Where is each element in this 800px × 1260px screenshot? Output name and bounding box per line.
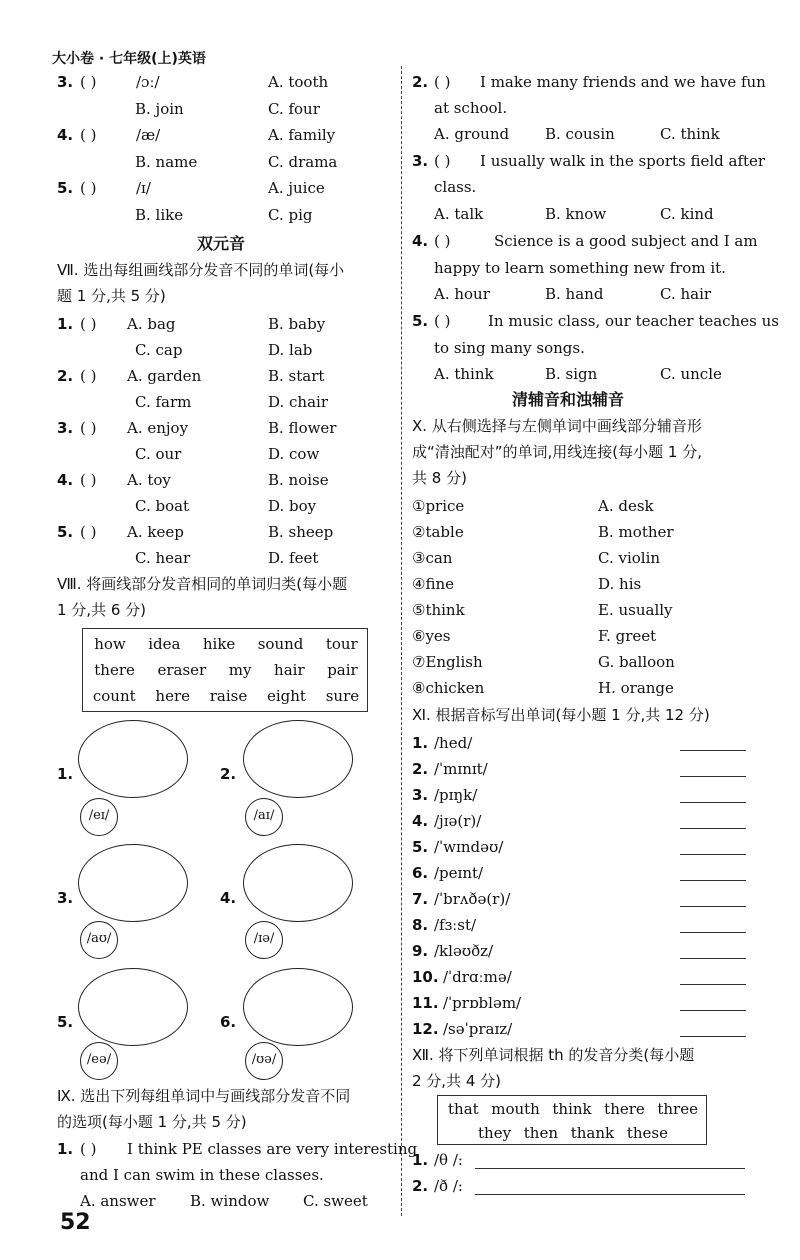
option-b: B. sign	[545, 365, 598, 383]
speech-bubble[interactable]	[243, 720, 353, 798]
phonetic: /ˈbrʌðə(r)/	[434, 890, 511, 908]
speech-bubble[interactable]	[78, 844, 188, 922]
answer-line[interactable]	[475, 1168, 745, 1169]
column-divider	[401, 66, 402, 1216]
match-right-item[interactable]: H. orange	[598, 679, 674, 697]
s10-title: Ⅹ. 从右侧选择与左侧单词中画线部分辅音形	[412, 417, 702, 435]
sentence-line2: happy to learn something new from it.	[434, 259, 726, 277]
q-num: 2.	[57, 367, 74, 385]
answer-blank: ( )	[80, 315, 97, 333]
answer-blank: ( )	[80, 179, 97, 197]
word: tour	[325, 635, 358, 653]
option-d: D. chair	[268, 393, 328, 411]
sentence-line2: at school.	[434, 99, 508, 117]
option-a: A. garden	[127, 367, 202, 385]
word: thank	[570, 1124, 615, 1142]
match-left-item[interactable]: ⑦English	[412, 653, 483, 671]
option-a: A. answer	[80, 1192, 156, 1210]
answer-line[interactable]	[680, 984, 746, 985]
option-a: A. hour	[434, 285, 490, 303]
bubble-num: 1.	[57, 765, 74, 783]
word: think	[552, 1100, 592, 1118]
phonetic: /səˈpraɪz/	[443, 1020, 513, 1038]
s8-title: Ⅷ. 将画线部分发音相同的单词归类(每小题	[57, 575, 348, 593]
option-b: B. start	[268, 367, 325, 385]
option-c: C. cap	[135, 341, 183, 359]
sentence-line2: class.	[434, 178, 477, 196]
phonetic: /kləʊðz/	[434, 942, 494, 960]
option-a: A. bag	[127, 315, 176, 333]
phonetic-circle: /aɪ/	[245, 798, 283, 836]
match-left-item[interactable]: ①price	[412, 497, 465, 515]
q-num: 4.	[57, 126, 74, 144]
bubble-num: 5.	[57, 1013, 74, 1031]
q-num: 1.	[412, 1151, 429, 1169]
q-num: 1.	[57, 315, 74, 333]
option-c: C. sweet	[303, 1192, 368, 1210]
bubble-num: 2.	[220, 765, 237, 783]
option-b: B. sheep	[268, 523, 334, 541]
word-row	[448, 1100, 698, 1118]
option-d: D. boy	[268, 497, 317, 515]
phonetic: /ˈprɒbləm/	[443, 994, 522, 1012]
answer-line[interactable]	[680, 1036, 746, 1037]
bubble-num: 6.	[220, 1013, 237, 1031]
phonetic-circle: /ʊə/	[245, 1042, 283, 1080]
phonetic: /pɪŋk/	[434, 786, 478, 804]
option-d: D. feet	[268, 549, 319, 567]
word: hair	[274, 661, 305, 679]
option-a: A. family	[268, 126, 336, 144]
answer-line[interactable]	[680, 880, 746, 881]
phonetic: /hed/	[434, 734, 473, 752]
answer-blank: ( )	[80, 523, 97, 541]
option-a: A. toy	[127, 471, 171, 489]
option-a: A. tooth	[268, 73, 329, 91]
phonetic-circle: /ɪə/	[245, 921, 283, 959]
match-left-item[interactable]: ④fine	[412, 575, 454, 593]
answer-line[interactable]	[680, 854, 746, 855]
q-num: 2.	[412, 1177, 429, 1195]
q-num: 3.	[412, 152, 429, 170]
s12-title: Ⅻ. 将下列单词根据 th 的发音分类(每小题	[412, 1046, 695, 1064]
answer-blank: ( )	[434, 152, 451, 170]
q-num: 4.	[412, 812, 429, 830]
match-right-item[interactable]: B. mother	[598, 523, 674, 541]
match-right-item[interactable]: E. usually	[598, 601, 673, 619]
word: how	[94, 635, 126, 653]
answer-blank: ( )	[80, 367, 97, 385]
option-d: D. lab	[268, 341, 313, 359]
speech-bubble[interactable]	[78, 720, 188, 798]
answer-line[interactable]	[475, 1194, 745, 1195]
phonetic: /ɔː/	[136, 73, 160, 91]
word: pair	[327, 661, 358, 679]
q-num: 1.	[412, 734, 429, 752]
word: hike	[202, 635, 236, 653]
answer-blank: ( )	[80, 73, 97, 91]
option-c: C. uncle	[660, 365, 722, 383]
phonetic-circle: /eɪ/	[80, 798, 118, 836]
option-d: D. cow	[268, 445, 320, 463]
s8-title-cont: 1 分,共 6 分)	[57, 601, 147, 619]
word: raise	[209, 687, 248, 705]
s10-title-cont2: 共 8 分)	[412, 469, 467, 487]
q-num: 9.	[412, 942, 429, 960]
answer-line[interactable]	[680, 750, 746, 751]
q-num: 1.	[57, 1140, 74, 1158]
word: eraser	[157, 661, 207, 679]
word: that	[448, 1100, 479, 1118]
phonetic: /ɪ/	[136, 179, 151, 197]
option-b: B. cousin	[545, 125, 615, 143]
option-a: A. talk	[434, 205, 484, 223]
q-num: 5.	[412, 838, 429, 856]
q-num: 5.	[57, 523, 74, 541]
match-left-item[interactable]: ⑥yes	[412, 627, 451, 645]
option-c: C. drama	[268, 153, 338, 171]
option-b: B. hand	[545, 285, 604, 303]
word-row	[83, 661, 369, 679]
sentence-line2: to sing many songs.	[434, 339, 585, 357]
q-num: 2.	[412, 73, 429, 91]
q-num: 3.	[57, 419, 74, 437]
option-a: A. juice	[268, 179, 325, 197]
header: 大小卷 · 七年级(上)英语	[52, 51, 206, 67]
option-c: C. hair	[660, 285, 712, 303]
word-row	[478, 1124, 668, 1142]
match-right-item[interactable]: F. greet	[598, 627, 657, 645]
sentence-line1: I make many friends and we have fun	[480, 73, 766, 91]
match-left-item[interactable]: ⑧chicken	[412, 679, 485, 697]
option-c: C. boat	[135, 497, 190, 515]
speech-bubble[interactable]	[243, 968, 353, 1046]
q-num: 12.	[412, 1020, 439, 1038]
answer-line[interactable]	[680, 1010, 746, 1011]
word: eight	[267, 687, 306, 705]
option-c: C. pig	[268, 206, 313, 224]
phonetic: /θ /:	[434, 1151, 463, 1169]
option-c: C. hear	[135, 549, 191, 567]
option-c: C. four	[268, 100, 320, 118]
phonetic: /ˈmɪnɪt/	[434, 760, 488, 778]
match-right-item[interactable]: C. violin	[598, 549, 661, 567]
answer-line[interactable]	[680, 932, 746, 933]
word: mouth	[491, 1100, 540, 1118]
speech-bubble[interactable]	[78, 968, 188, 1046]
answer-line[interactable]	[680, 802, 746, 803]
sentence-line2: and I can swim in these classes.	[80, 1166, 324, 1184]
option-a: A. enjoy	[127, 419, 189, 437]
match-right-item[interactable]: D. his	[598, 575, 642, 593]
s8-word-box	[82, 628, 368, 712]
answer-line[interactable]	[680, 828, 746, 829]
s10-title-cont: 成“清浊配对”的单词,用线连接(每小题 1 分,	[412, 443, 703, 461]
sentence-line1: I usually walk in the sports field after	[480, 152, 766, 170]
match-left-item[interactable]: ⑤think	[412, 601, 465, 619]
answer-blank: ( )	[80, 126, 97, 144]
page-number: 52	[60, 1210, 91, 1235]
option-b: B. join	[135, 100, 184, 118]
q-num: 4.	[412, 232, 429, 250]
q-num: 4.	[57, 471, 74, 489]
phonetic: /peɪnt/	[434, 864, 484, 882]
q-num: 3.	[412, 786, 429, 804]
word: count	[92, 687, 136, 705]
s12-title-cont: 2 分,共 4 分)	[412, 1072, 502, 1090]
option-b: B. name	[135, 153, 198, 171]
s9-title: Ⅸ. 选出下列每组单词中与画线部分发音不同	[57, 1087, 351, 1105]
option-b: B. noise	[268, 471, 329, 489]
word-row	[83, 635, 369, 653]
option-c: C. farm	[135, 393, 192, 411]
option-b: B. know	[545, 205, 607, 223]
q-num: 5.	[412, 312, 429, 330]
phonetic: /fɜːst/	[434, 916, 477, 934]
word: they	[478, 1124, 512, 1142]
option-a: A. keep	[127, 523, 184, 541]
word: sound	[257, 635, 304, 653]
answer-blank: ( )	[80, 471, 97, 489]
option-b: B. window	[190, 1192, 270, 1210]
bubble-num: 3.	[57, 889, 74, 907]
answer-blank: ( )	[434, 312, 451, 330]
answer-line[interactable]	[680, 776, 746, 777]
answer-line[interactable]	[680, 958, 746, 959]
answer-blank: ( )	[80, 419, 97, 437]
option-c: C. kind	[660, 205, 714, 223]
word: these	[626, 1124, 668, 1142]
s7-title: Ⅶ. 选出每组画线部分发音不同的单词(每小	[57, 261, 345, 279]
word-row	[83, 687, 369, 705]
q-num: 10.	[412, 968, 439, 986]
answer-line[interactable]	[680, 906, 746, 907]
word: then	[523, 1124, 558, 1142]
speech-bubble[interactable]	[243, 844, 353, 922]
q-num: 7.	[412, 890, 429, 908]
option-a: A. ground	[434, 125, 510, 143]
s11-title: Ⅺ. 根据音标写出单词(每小题 1 分,共 12 分)	[412, 706, 710, 724]
word: my	[228, 661, 252, 679]
sentence-line1: In music class, our teacher teaches us	[488, 312, 779, 330]
phonetic: /ˈdrɑːmə/	[443, 968, 512, 986]
phonetic: /æ/	[136, 126, 161, 144]
match-right-item[interactable]: G. balloon	[598, 653, 675, 671]
s7-title-cont: 题 1 分,共 5 分)	[57, 287, 166, 305]
match-left-item[interactable]: ③can	[412, 549, 453, 567]
answer-blank: ( )	[434, 232, 451, 250]
section-heading-diphthong: 双元音	[197, 234, 246, 253]
match-right-item[interactable]: A. desk	[598, 497, 654, 515]
phonetic: /ð /:	[434, 1177, 463, 1195]
q-num: 11.	[412, 994, 439, 1012]
answer-blank: ( )	[80, 1140, 97, 1158]
option-c: C. our	[135, 445, 182, 463]
word: there	[604, 1100, 645, 1118]
sentence-line1: Science is a good subject and I am	[494, 232, 758, 250]
s12-word-box	[437, 1095, 707, 1145]
word: here	[155, 687, 190, 705]
q-num: 5.	[57, 179, 74, 197]
option-b: B. flower	[268, 419, 337, 437]
option-b: B. like	[135, 206, 184, 224]
word: idea	[148, 635, 181, 653]
match-left-item[interactable]: ②table	[412, 523, 464, 541]
word: three	[657, 1100, 698, 1118]
phonetic-circle: /aʊ/	[80, 921, 118, 959]
phonetic-circle: /eə/	[80, 1042, 118, 1080]
option-c: C. think	[660, 125, 720, 143]
sentence-line1: I think PE classes are very interesting	[127, 1140, 418, 1158]
option-b: B. baby	[268, 315, 326, 333]
answer-blank: ( )	[434, 73, 451, 91]
word: sure	[325, 687, 360, 705]
q-num: 6.	[412, 864, 429, 882]
section-heading-consonant: 清辅音和浊辅音	[512, 390, 625, 409]
q-num: 8.	[412, 916, 429, 934]
q-num: 3.	[57, 73, 74, 91]
phonetic: /jɪə(r)/	[434, 812, 482, 830]
bubble-num: 4.	[220, 889, 237, 907]
q-num: 2.	[412, 760, 429, 778]
word: there	[94, 661, 135, 679]
s9-title-cont: 的选项(每小题 1 分,共 5 分)	[57, 1113, 247, 1131]
phonetic: /ˈwɪndəʊ/	[434, 838, 504, 856]
option-a: A. think	[434, 365, 494, 383]
